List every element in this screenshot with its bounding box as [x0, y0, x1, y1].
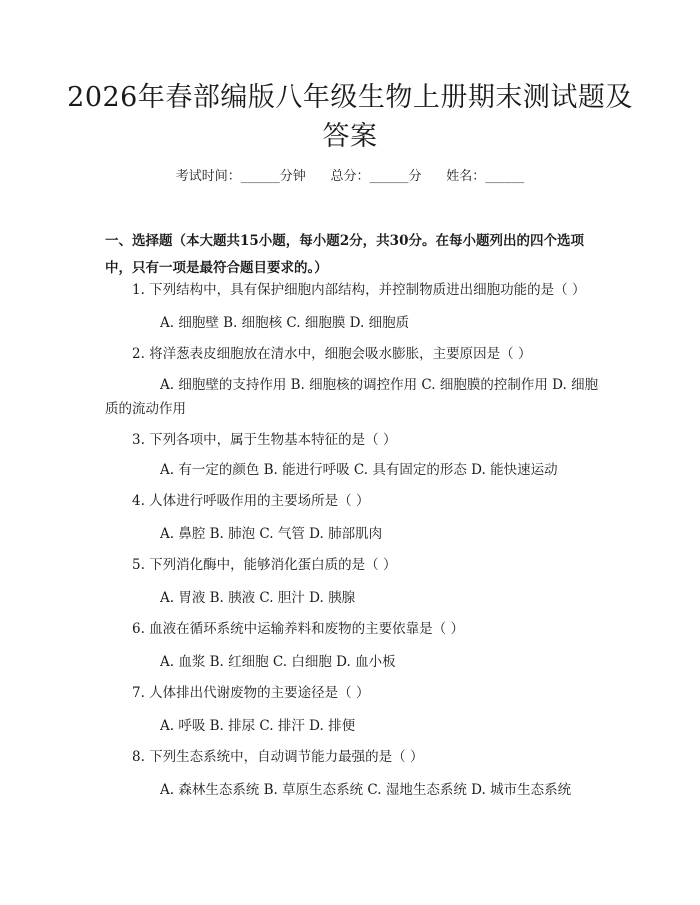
question-7-stem: 7. 人体排出代谢废物的主要途径是（ ） — [132, 685, 370, 701]
question-4-stem: 4. 人体进行呼吸作用的主要场所是（ ） — [132, 493, 370, 509]
question-1-stem: 1. 下列结构中，具有保护细胞内部结构，并控制物质进出细胞功能的是（ ） — [132, 282, 586, 298]
question-8-options: A. 森林生态系统 B. 草原生态系统 C. 湿地生态系统 D. 城市生态系统 — [160, 782, 572, 798]
question-6-options: A. 血浆 B. 红细胞 C. 白细胞 D. 血小板 — [160, 654, 396, 670]
question-4-options: A. 鼻腔 B. 肺泡 C. 气管 D. 肺部肌肉 — [160, 526, 383, 542]
question-2-options: A. 细胞壁的支持作用 B. 细胞核的调控作用 C. 细胞膜的控制作用 D. 细胞质的流动作用 — [105, 377, 599, 417]
document-title: 2026年春部编版八年级生物上册期末测试题及答案 — [67, 82, 633, 152]
question-1-options: A. 细胞壁 B. 细胞核 C. 细胞膜 D. 细胞质 — [160, 315, 410, 331]
question-6-stem: 6. 血液在循环系统中运输养料和废物的主要依靠是（ ） — [132, 621, 464, 637]
question-5-options: A. 胃液 B. 胰液 C. 胆汁 D. 胰腺 — [160, 590, 356, 606]
question-7-options: A. 呼吸 B. 排尿 C. 排汗 D. 排便 — [160, 718, 356, 734]
question-5-stem: 5. 下列消化酶中，能够消化蛋白质的是（ ） — [132, 557, 397, 573]
question-3-options: A. 有一定的颜色 B. 能进行呼吸 C. 具有固定的形态 D. 能快速运动 — [160, 462, 558, 478]
exam-info-line: 考试时间：______分钟 总分：______分 姓名：______ — [175, 169, 525, 184]
section-heading: 一、选择题（本大题共15小题，每小题2分，共30分。在每小题列出的四个选项中，只有一项是最符合题目要求的。） — [105, 233, 584, 276]
question-2-stem: 2. 将洋葱表皮细胞放在清水中，细胞会吸水膨胀，主要原因是（ ） — [132, 346, 532, 362]
question-3-stem: 3. 下列各项中，属于生物基本特征的是（ ） — [132, 432, 397, 448]
question-8-stem: 8. 下列生态系统中，自动调节能力最强的是（ ） — [132, 749, 424, 765]
